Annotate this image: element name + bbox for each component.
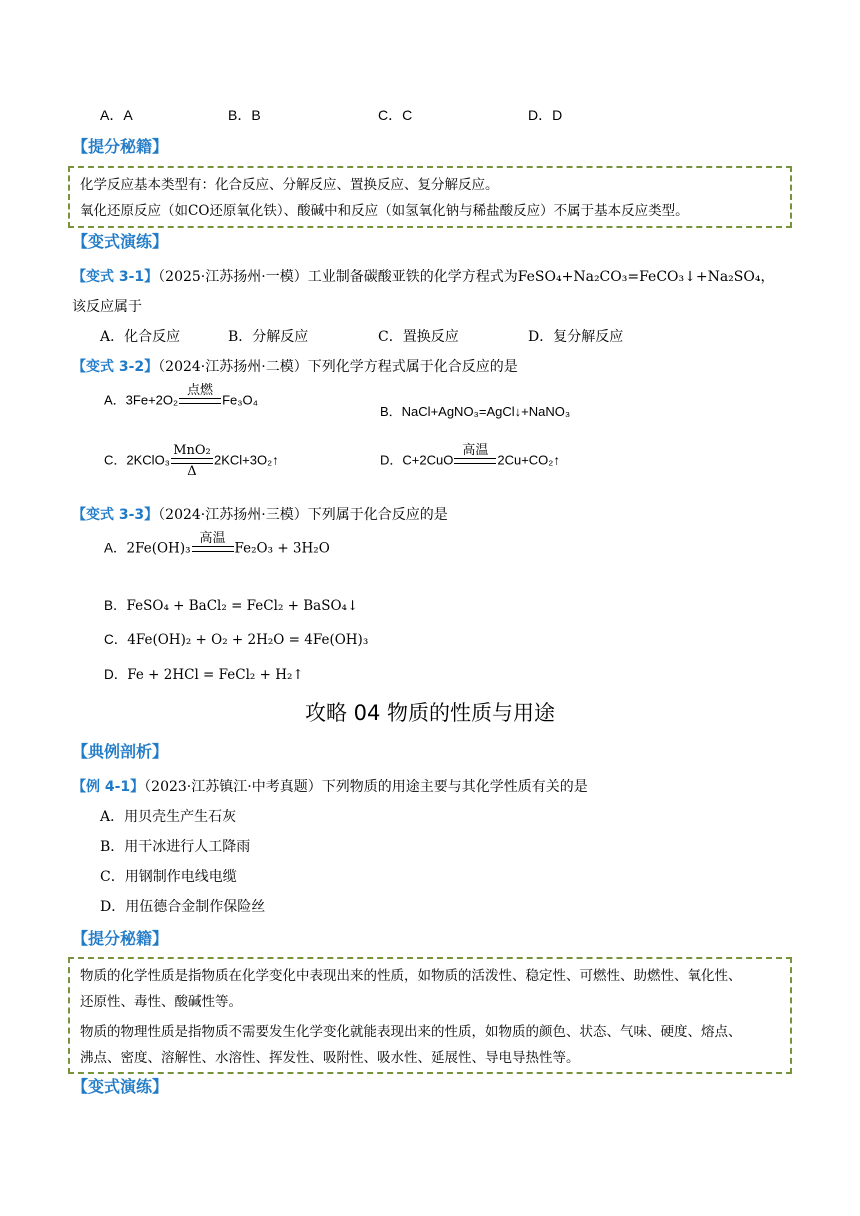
question-text: （2025·江苏扬州·一模）工业制备碳酸亚铁的化学方程式为 (158, 269, 518, 285)
condition-top: 高温 (199, 531, 226, 546)
equation: FeSO₄+Na₂CO₃=FeCO₃↓+Na₂SO₄， (517, 269, 775, 285)
products: 2KCl+3O₂↑ (213, 452, 279, 468)
question-3-1 (72, 266, 774, 286)
option-a: A．化合反应 (100, 329, 181, 345)
option-prefix: B． (380, 404, 402, 419)
reaction-condition (179, 384, 221, 418)
option-prefix: C． (104, 632, 128, 647)
option-a (104, 532, 330, 566)
condition-bottom: Δ (187, 464, 197, 479)
option-b: B．用干冰进行人工降雨 (100, 839, 251, 855)
option-c (104, 628, 368, 648)
option-c: C．C (378, 107, 413, 123)
equation: Fe + 2HCl = FeCl₂ + H₂↑ (127, 667, 304, 683)
example-4-1 (72, 776, 588, 796)
tip-line: 氧化还原反应（如CO还原氧化铁）、酸碱中和反应（如氢氧化钠与稀盐酸反应）不属于基本反应类型。 (80, 203, 689, 219)
practice-heading: 【变式演练】 (72, 232, 169, 251)
condition-top: 高温 (462, 443, 489, 458)
option-a: A．A (100, 107, 133, 123)
question-label: 【变式 3-3】 (72, 507, 159, 523)
reaction-condition (454, 444, 496, 478)
reactants: 2KClO₃ (126, 452, 170, 468)
tip-line: 物质的物理性质是指物质不需要发生化学变化就能表现出来的性质，如物质的颜色、状态、气味、硬度、熔点、 (80, 1024, 742, 1040)
question-text: （2024·江苏扬州·二模）下列化学方程式属于化合反应的是 (158, 359, 518, 375)
equation: NaCl+AgNO₃=AgCl↓+NaNO₃ (401, 404, 571, 419)
option-prefix: B． (104, 598, 127, 613)
condition-top: MnO₂ (173, 443, 211, 458)
question-text: （2023·江苏镇江·中考真题）下列物质的用途主要与其化学性质有关的是 (144, 779, 588, 795)
tip-heading: 【提分秘籍】 (72, 929, 169, 948)
option-b (104, 594, 358, 614)
products: Fe₃O₄ (222, 392, 258, 408)
reaction-condition (171, 444, 213, 478)
option-b (380, 401, 570, 420)
practice-heading: 【变式演练】 (72, 1077, 169, 1096)
question-text: 该反应属于 (72, 299, 142, 315)
reactants: 3Fe+2O₂ (125, 392, 179, 408)
question-label: 【例 4-1】 (72, 779, 145, 795)
question-label: 【变式 3-1】 (72, 269, 159, 285)
option-b: B．分解反应 (228, 329, 309, 345)
reactants: C+2CuO (402, 452, 454, 468)
products: Fe₂O₃ + 3H₂O (234, 540, 330, 557)
question-label: 【变式 3-2】 (72, 359, 159, 375)
option-a (104, 384, 258, 418)
tip-heading: 【提分秘籍】 (72, 137, 169, 156)
option-prefix: D． (380, 452, 403, 468)
tip-box (68, 957, 792, 1074)
condition-top: 点燃 (187, 383, 214, 398)
option-b: B．B (228, 107, 261, 123)
products: 2Cu+CO₂↑ (497, 452, 560, 468)
question-text: （2024·江苏扬州·三模）下列属于化合反应的是 (158, 507, 448, 523)
reactants: 2Fe(OH)₃ (126, 540, 191, 557)
question-3-2 (72, 356, 518, 376)
reaction-condition (192, 532, 234, 566)
option-d (380, 444, 560, 478)
section-title: 攻略 04 物质的性质与用途 (304, 701, 556, 725)
option-prefix: C． (104, 452, 127, 468)
option-c: C．用钢制作电线电缆 (100, 869, 237, 885)
equation: FeSO₄ + BaCl₂ = FeCl₂ + BaSO₄↓ (126, 598, 359, 614)
option-d: D．复分解反应 (528, 329, 624, 345)
option-d (104, 663, 304, 683)
option-prefix: D． (104, 667, 128, 682)
tip-line: 沸点、密度、溶解性、水溶性、挥发性、吸附性、吸水性、延展性、导电导热性等。 (80, 1050, 580, 1066)
option-a: A．用贝壳生产生石灰 (100, 809, 237, 825)
option-d: D．D (528, 107, 563, 123)
equation: 4Fe(OH)₂ + O₂ + 2H₂O = 4Fe(OH)₃ (127, 632, 369, 648)
tip-box (68, 166, 792, 228)
option-c: C．置换反应 (378, 329, 459, 345)
tip-line: 还原性、毒性、酸碱性等。 (80, 994, 242, 1010)
option-prefix: A． (104, 392, 126, 408)
option-d: D．用伍德合金制作保险丝 (100, 899, 266, 915)
question-3-3 (72, 504, 448, 524)
option-c (104, 444, 279, 478)
example-heading: 【典例剖析】 (72, 742, 169, 761)
option-prefix: A． (104, 540, 127, 556)
tip-line: 物质的化学性质是指物质在化学变化中表现出来的性质，如物质的活泼性、稳定性、可燃性、助燃性、氧化性、 (80, 968, 742, 984)
tip-line: 化学反应基本类型有：化合反应、分解反应、置换反应、复分解反应。 (80, 177, 499, 193)
